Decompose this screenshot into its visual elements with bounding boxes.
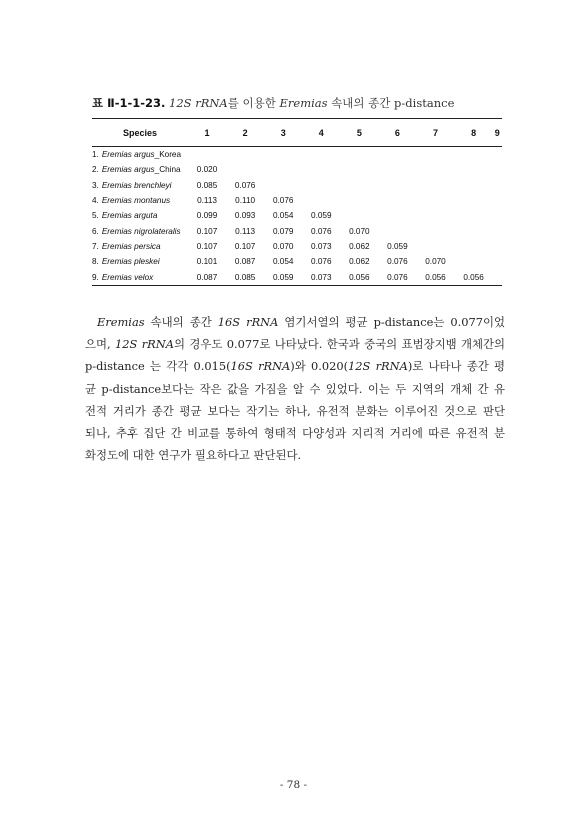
distance-cell: 0.085 bbox=[196, 180, 218, 190]
distance-cell bbox=[416, 162, 454, 177]
distance-cell: 0.076 bbox=[387, 257, 408, 267]
distance-cell bbox=[455, 223, 493, 238]
header-species: Species bbox=[92, 119, 188, 147]
distance-cell bbox=[226, 162, 264, 177]
species-locality: _Korea bbox=[154, 150, 182, 160]
distance-cell: 0.076 bbox=[311, 226, 332, 236]
distance-cell bbox=[493, 162, 502, 177]
distance-cell: 0.062 bbox=[349, 257, 370, 267]
distance-cell: 0.056 bbox=[340, 269, 378, 285]
paragraph-line-2 bbox=[85, 333, 505, 355]
species-number: 4. bbox=[92, 196, 99, 206]
species-number: 7. bbox=[92, 241, 99, 251]
distance-cell: 0.085 bbox=[226, 269, 264, 285]
species-genus: Eremias bbox=[101, 165, 132, 175]
paragraph-line-3 bbox=[85, 355, 505, 377]
distance-cell bbox=[493, 178, 502, 193]
distance-cell: 0.056 bbox=[455, 269, 493, 285]
species-genus: Eremias bbox=[101, 180, 132, 190]
distance-cell bbox=[455, 193, 493, 208]
table-row bbox=[92, 254, 502, 269]
species-number: 1. bbox=[92, 150, 99, 160]
header-col-3: 3 bbox=[264, 119, 302, 147]
distance-cell bbox=[264, 178, 302, 193]
distance-cell bbox=[455, 162, 493, 177]
species-epithet: montanus bbox=[134, 196, 171, 206]
distance-cell: 0.056 bbox=[416, 269, 454, 285]
distance-cell bbox=[302, 193, 340, 208]
distance-cell bbox=[416, 178, 454, 193]
species-cell bbox=[92, 239, 188, 254]
text-run: 염기서열의 평균 p-distance는 0.077이었 bbox=[278, 315, 505, 329]
species-epithet: argus bbox=[134, 165, 155, 175]
species-epithet: argus bbox=[134, 150, 155, 160]
table-row bbox=[92, 223, 502, 238]
distance-cell bbox=[188, 147, 226, 163]
p-distance-table bbox=[92, 118, 502, 286]
distance-cell: 0.113 bbox=[235, 226, 256, 236]
species-cell bbox=[92, 223, 188, 238]
caption-text-1: 를 이용한 bbox=[227, 96, 280, 110]
header-col-8: 8 bbox=[455, 119, 493, 147]
text-run: )와 0.020( bbox=[290, 359, 349, 374]
distance-cell bbox=[416, 223, 454, 238]
table-row bbox=[92, 269, 502, 285]
species-number: 8. bbox=[92, 257, 99, 267]
species-cell bbox=[92, 193, 188, 208]
species-epithet: persica bbox=[134, 241, 161, 251]
distance-cell bbox=[493, 269, 502, 285]
distance-cell bbox=[416, 208, 454, 223]
distance-cell bbox=[455, 239, 493, 254]
species-cell bbox=[92, 147, 188, 163]
caption-label: 표 Ⅱ-1-1-23. bbox=[92, 96, 166, 110]
page-number: - 78 - bbox=[279, 779, 308, 791]
distance-cell: 0.054 bbox=[272, 211, 294, 221]
species-number: 3. bbox=[92, 180, 99, 190]
species-genus: Eremias bbox=[101, 226, 132, 236]
distance-cell: 0.062 bbox=[349, 241, 370, 251]
discussion-paragraph bbox=[85, 311, 505, 466]
gene-name: 12S rRNA bbox=[348, 359, 408, 374]
distance-cell bbox=[264, 147, 302, 163]
species-genus: Eremias bbox=[101, 150, 132, 160]
table-row bbox=[92, 147, 502, 163]
distance-cell: 0.076 bbox=[272, 196, 294, 206]
distance-cell bbox=[264, 162, 302, 177]
species-cell bbox=[92, 269, 188, 285]
distance-cell: 0.093 bbox=[234, 211, 256, 221]
distance-cell bbox=[493, 193, 502, 208]
paragraph-line-6: 되나, 추후 집단 간 비교를 통하여 형태적 다양성과 지리적 거리에 따른 유전적 분 bbox=[85, 426, 505, 441]
distance-cell: 0.070 bbox=[349, 226, 370, 236]
table-header-row bbox=[92, 119, 502, 147]
table-row bbox=[92, 162, 502, 177]
species-number: 5. bbox=[92, 211, 99, 221]
distance-cell: 0.107 bbox=[196, 241, 218, 251]
species-epithet: velox bbox=[134, 272, 154, 282]
distance-cell: 0.054 bbox=[272, 257, 294, 267]
distance-cell bbox=[493, 239, 502, 254]
distance-cell bbox=[455, 147, 493, 163]
distance-cell bbox=[416, 239, 454, 254]
distance-cell bbox=[493, 254, 502, 269]
species-genus: Eremias bbox=[101, 272, 132, 282]
paragraph-line-7: 화정도에 대한 연구가 필요하다고 판단된다. bbox=[85, 448, 302, 463]
distance-cell bbox=[493, 223, 502, 238]
header-col-9: 9 bbox=[493, 119, 502, 147]
gene-name: 12S rRNA bbox=[115, 337, 174, 352]
distance-cell bbox=[455, 208, 493, 223]
species-genus: Eremias bbox=[101, 241, 132, 251]
distance-cell: 0.079 bbox=[272, 226, 294, 236]
distance-cell bbox=[378, 147, 416, 163]
distance-cell: 0.059 bbox=[311, 211, 332, 221]
distance-cell: 0.087 bbox=[188, 269, 226, 285]
text-run: 속내의 종간 bbox=[144, 315, 218, 329]
species-cell bbox=[92, 178, 188, 193]
species-epithet: brenchleyi bbox=[134, 180, 172, 190]
genus-name: Eremias bbox=[97, 315, 145, 329]
distance-cell: 0.076 bbox=[311, 257, 332, 267]
distance-cell: 0.070 bbox=[272, 241, 294, 251]
distance-cell bbox=[455, 254, 493, 269]
distance-cell bbox=[340, 208, 378, 223]
distance-cell: 0.101 bbox=[196, 257, 218, 267]
distance-cell: 0.113 bbox=[197, 196, 217, 206]
text-run: )로 나타나 종간 평 bbox=[407, 359, 506, 374]
distance-cell: 0.107 bbox=[196, 226, 218, 236]
distance-cell: 0.059 bbox=[264, 269, 302, 285]
caption-text-2: 속내의 종간 p-distance bbox=[327, 96, 455, 110]
distance-cell bbox=[378, 178, 416, 193]
distance-cell bbox=[378, 193, 416, 208]
distance-cell: 0.070 bbox=[425, 257, 446, 267]
header-col-7: 7 bbox=[416, 119, 454, 147]
distance-cell: 0.107 bbox=[234, 241, 256, 251]
gene-name: 16S rRNA bbox=[217, 315, 279, 329]
species-genus: Eremias bbox=[101, 257, 132, 267]
species-epithet: arguta bbox=[134, 211, 158, 221]
distance-cell: 0.059 bbox=[387, 241, 408, 251]
distance-cell: 0.073 bbox=[302, 269, 340, 285]
distance-cell bbox=[455, 178, 493, 193]
distance-cell: 0.076 bbox=[234, 180, 256, 190]
distance-cell: 0.087 bbox=[234, 257, 256, 267]
table-row bbox=[92, 239, 502, 254]
species-genus: Eremias bbox=[101, 211, 132, 221]
species-number: 6. bbox=[92, 226, 99, 236]
species-cell bbox=[92, 162, 188, 177]
distance-cell bbox=[340, 178, 378, 193]
paragraph-line-5: 전적 거리가 종간 평균 보다는 작기는 하나, 유전적 분화는 이루어진 것으로 판단 bbox=[85, 403, 505, 418]
header-col-6: 6 bbox=[378, 119, 416, 147]
table-row bbox=[92, 208, 502, 223]
distance-cell bbox=[340, 193, 378, 208]
table-row bbox=[92, 178, 502, 193]
header-col-5: 5 bbox=[340, 119, 378, 147]
distance-cell bbox=[416, 147, 454, 163]
gene-name: 16S rRNA bbox=[230, 359, 291, 374]
header-col-1: 1 bbox=[188, 119, 226, 147]
distance-cell bbox=[302, 147, 340, 163]
text-run: p-distance 는 각각 0.015( bbox=[85, 359, 231, 374]
distance-cell bbox=[340, 147, 378, 163]
distance-cell bbox=[378, 162, 416, 177]
distance-cell bbox=[226, 147, 264, 163]
caption-genus-name: Eremias bbox=[279, 96, 328, 110]
table-caption bbox=[92, 95, 512, 111]
distance-cell: 0.099 bbox=[196, 211, 218, 221]
species-cell bbox=[92, 208, 188, 223]
text-run: 의 경우도 0.077로 나타났다. 한국과 중국의 표범장지뱀 개체간의 bbox=[173, 337, 505, 352]
species-number: 2. bbox=[92, 165, 99, 175]
distance-cell bbox=[378, 208, 416, 223]
distance-cell bbox=[378, 223, 416, 238]
distance-cell bbox=[493, 147, 502, 163]
species-cell bbox=[92, 254, 188, 269]
distance-cell: 0.110 bbox=[235, 196, 256, 206]
distance-cell: 0.073 bbox=[311, 241, 332, 251]
species-genus: Eremias bbox=[101, 196, 132, 206]
header-col-2: 2 bbox=[226, 119, 264, 147]
paragraph-line-4: 균 p-distance보다는 작은 값을 가짐을 알 수 있었다. 이는 두 지역의 개체 간 유 bbox=[85, 381, 505, 396]
distance-cell bbox=[416, 193, 454, 208]
caption-gene-name: 12S rRNA bbox=[169, 96, 228, 110]
text-run: 으며, bbox=[85, 337, 116, 352]
distance-cell bbox=[302, 162, 340, 177]
species-epithet: nigrolateralis bbox=[134, 226, 181, 236]
distance-cell: 0.020 bbox=[196, 165, 218, 175]
distance-cell bbox=[493, 208, 502, 223]
table-row bbox=[92, 193, 502, 208]
table-body bbox=[92, 147, 502, 286]
paragraph-line-1 bbox=[85, 311, 505, 333]
species-number: 9. bbox=[92, 272, 99, 282]
species-locality: _China bbox=[154, 165, 181, 175]
header-col-4: 4 bbox=[302, 119, 340, 147]
distance-cell bbox=[302, 178, 340, 193]
species-epithet: pleskei bbox=[134, 257, 160, 267]
distance-cell bbox=[340, 162, 378, 177]
distance-cell: 0.076 bbox=[378, 269, 416, 285]
